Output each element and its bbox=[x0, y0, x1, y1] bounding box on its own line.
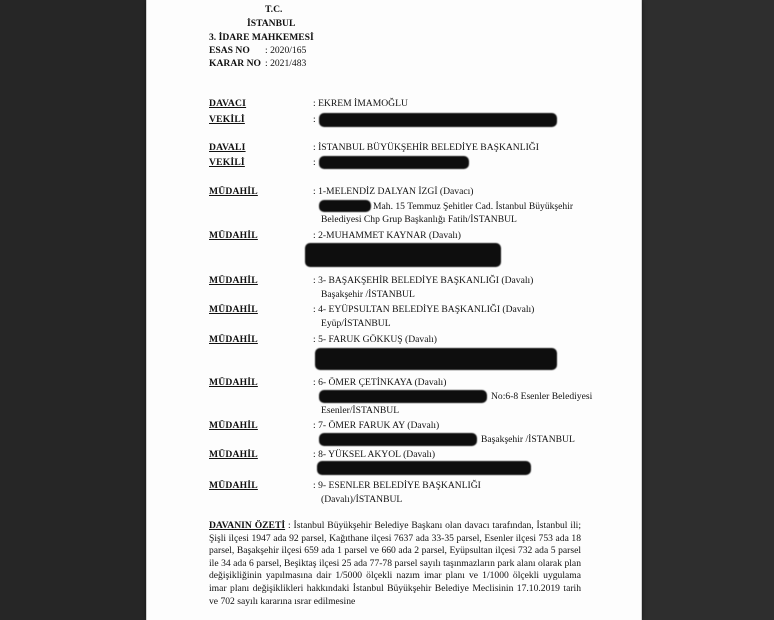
intervener-label: MÜDAHİL bbox=[209, 480, 258, 491]
intervener-address: Eyüp/İSTANBUL bbox=[321, 318, 391, 329]
summary-text: İstanbul Büyükşehir Belediye Başkanı olan davacı tarafından, İstanbul ili; Şişli ilçesi 1947 ada 92 parsel, Kağıthane ilçesi 7637 ada 33-35 parsel, Esenler ilçesi 753 ada 18 parsel, Başakşehir ilçesi 659 ada 1 parsel ve 660 ada 2 parsel, Eyüpsultan ilçesi 732 ada 5 parsel ile 34 ada 6 parsel, Beşiktaş ilçesi 25 ada 77-78 parsel sayılı taşınmazların park alanı olarak plan değişikliğinin yapılmasına dair 1/5000 ölçekli nazım imar planı ve 1/1000 ölçekli uygulama imar planı değişiklikleri hakkındaki İstanbul Büyükşehir Belediye Meclisinin 17.10.2019 tarih ve 702 sayılı kararına ısrar edilmesine bbox=[209, 520, 581, 607]
esas-value: : 2020/165 bbox=[265, 45, 307, 56]
document-page bbox=[146, 0, 642, 620]
party-label: VEKİLİ bbox=[209, 157, 245, 168]
case-summary bbox=[209, 520, 581, 608]
left-dark-margin bbox=[0, 0, 146, 620]
intervener-label: MÜDAHİL bbox=[209, 420, 258, 431]
intervener-label: MÜDAHİL bbox=[209, 377, 258, 388]
party-value: : EKREM İMAMOĞLU bbox=[313, 98, 408, 109]
intervener-label: MÜDAHİL bbox=[209, 449, 258, 460]
party-label: VEKİLİ bbox=[209, 114, 245, 125]
redaction-mark bbox=[305, 243, 501, 267]
intervener-label: MÜDAHİL bbox=[209, 304, 258, 315]
redaction-mark bbox=[319, 390, 487, 403]
summary-colon: : bbox=[287, 520, 291, 531]
intervener-address: Esenler/İSTANBUL bbox=[321, 405, 400, 416]
esas-label: ESAS NO bbox=[209, 45, 250, 56]
intervener-address: Başakşehir /İSTANBUL bbox=[321, 289, 415, 300]
intervener-address: (Davalı)/İSTANBUL bbox=[321, 494, 403, 505]
intervener-address: Belediyesi Chp Grup Başkanlığı Fatih/İSTANBUL bbox=[321, 214, 517, 225]
karar-label: KARAR NO bbox=[209, 58, 261, 69]
intervener-address: Başakşehir /İSTANBUL bbox=[481, 434, 575, 445]
intervener-label: MÜDAHİL bbox=[209, 275, 258, 286]
redaction-mark bbox=[319, 113, 557, 127]
party-value: : bbox=[313, 114, 316, 125]
intervener-address: Mah. 15 Temmuz Şehitler Cad. İstanbul Büyükşehir bbox=[373, 201, 574, 212]
party-value: : bbox=[313, 157, 316, 168]
party-label: DAVACI bbox=[209, 98, 247, 109]
intervener-label: MÜDAHİL bbox=[209, 334, 258, 345]
intervener-value: : 1-MELENDİZ DALYAN İZGİ (Davacı) bbox=[313, 186, 474, 197]
intervener-label: MÜDAHİL bbox=[209, 186, 258, 197]
summary-label: DAVANIN ÖZETİ bbox=[209, 520, 286, 531]
redaction-mark bbox=[317, 461, 531, 475]
header-tc: T.C. bbox=[265, 4, 283, 15]
intervener-address: No:6-8 Esenler Belediyesi bbox=[491, 391, 593, 402]
intervener-value: : 7- ÖMER FARUK AY (Davalı) bbox=[313, 420, 440, 431]
right-dark-margin bbox=[640, 0, 774, 620]
karar-value: : 2021/483 bbox=[265, 58, 307, 69]
intervener-value: : 3- BAŞAKŞEHİR BELEDİYE BAŞKANLIĞI (Davalı) bbox=[313, 275, 534, 286]
intervener-value: : 2-MUHAMMET KAYNAR (Davalı) bbox=[313, 230, 461, 241]
party-label: DAVALI bbox=[209, 142, 246, 153]
redaction-mark bbox=[315, 348, 557, 370]
intervener-value: : 4- EYÜPSULTAN BELEDİYE BAŞKANLIĞI (Davalı) bbox=[313, 304, 535, 315]
intervener-value: : 8- YÜKSEL AKYOL (Davalı) bbox=[313, 449, 436, 460]
redaction-mark bbox=[319, 433, 477, 446]
redaction-mark bbox=[319, 200, 371, 212]
header-city: İSTANBUL bbox=[247, 18, 296, 29]
redaction-mark bbox=[319, 156, 469, 169]
intervener-value: : 9- ESENLER BELEDİYE BAŞKANLIĞI bbox=[313, 480, 481, 491]
intervener-label: MÜDAHİL bbox=[209, 230, 258, 241]
party-value: : İSTANBUL BÜYÜKŞEHİR BELEDİYE BAŞKANLIĞI bbox=[313, 142, 539, 153]
intervener-value: : 6- ÖMER ÇETİNKAYA (Davalı) bbox=[313, 377, 447, 388]
court-name: 3. İDARE MAHKEMESİ bbox=[209, 32, 314, 43]
intervener-value: : 5- FARUK GÖKKUŞ (Davalı) bbox=[313, 334, 437, 345]
